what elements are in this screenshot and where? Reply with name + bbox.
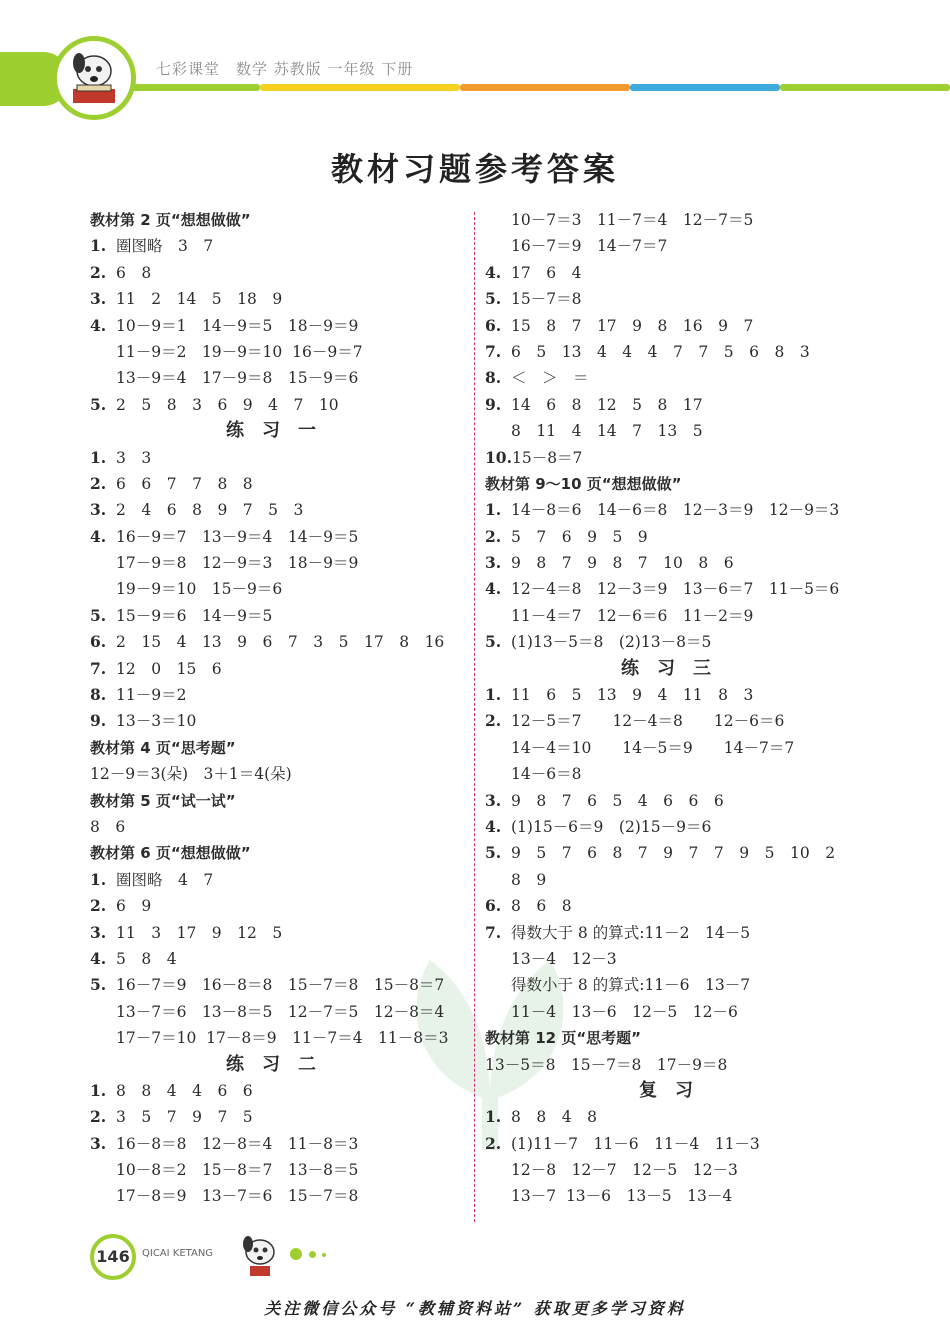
footer-dot-medium (309, 1251, 316, 1258)
question-number: 5. (90, 605, 107, 625)
answer-line (485, 629, 865, 655)
exercise-title: 练习二 (226, 1053, 334, 1075)
section-heading: 教材第 5 页“试一试” (90, 791, 236, 810)
answer-line (90, 260, 470, 286)
answer-text: 9 8 7 6 5 4 6 6 6 (511, 791, 724, 810)
answers-left-column (90, 207, 470, 1210)
answer-text: 9 8 7 9 8 7 10 8 6 (511, 554, 734, 573)
answer-text: 3 5 7 9 7 5 (116, 1108, 253, 1127)
question-number: 3. (90, 922, 107, 942)
answer-text: 16－9＝7 13－9＝4 14－9＝5 (116, 527, 359, 546)
question-number: 4. (90, 315, 107, 335)
question-number: 5. (485, 289, 502, 309)
answer-text: 12－4＝8 12－3＝9 13－6＝7 11－5＝6 (511, 580, 840, 599)
answer-continuation: 16－7＝9 14－7＝7 (511, 237, 668, 256)
answer-text: (1)15－6＝9 (2)15－9＝6 (511, 817, 712, 836)
answer-line (485, 550, 865, 576)
question-number: 2. (485, 526, 502, 546)
answer-text: 15 8 7 17 9 8 16 9 7 (511, 316, 754, 335)
answers-right-column (485, 207, 865, 1210)
answer-line (485, 682, 865, 708)
page-header (0, 0, 950, 125)
answer-continuation: 17－8＝9 13－7＝6 15－7＝8 (116, 1187, 359, 1206)
answer-line (485, 893, 865, 919)
question-number: 4. (485, 579, 502, 599)
question-number: 3. (485, 790, 502, 810)
question-number: 1. (90, 447, 107, 467)
answer-text: 得数大于 8 的算式:11－2 14－5 (511, 923, 751, 942)
question-number: 4. (90, 948, 107, 968)
answer-continuation: 13－7 13－6 13－5 13－4 (511, 1187, 733, 1206)
answer-text: 11－9＝2 (116, 686, 187, 705)
answer-line (485, 260, 865, 286)
answer-continuation: 13－4 12－3 (511, 949, 617, 968)
question-number: 8. (90, 685, 107, 705)
exercise-title: 练习一 (226, 420, 334, 442)
answer-text: 2 5 8 3 6 9 4 7 10 (116, 395, 339, 414)
answer-text: 17 6 4 (511, 263, 582, 282)
answer-continuation: 10－7＝3 11－7＝4 12－7＝5 (511, 211, 754, 229)
question-number: 3. (485, 553, 502, 573)
answer-line (90, 603, 470, 629)
answer-continuation: 11－4＝7 12－6＝6 11－2＝9 (511, 606, 754, 625)
answer-text: 15－9＝6 14－9＝5 (116, 606, 273, 625)
answer-line (485, 576, 865, 602)
question-number: 2. (90, 1107, 107, 1127)
answer-text: 5 7 6 9 5 9 (511, 527, 648, 546)
answer-continuation: 10－8＝2 15－8＝7 13－8＝5 (116, 1161, 359, 1180)
answer-text: 圈图略 3 7 (116, 237, 214, 256)
answer-line (90, 867, 470, 893)
question-number: 1. (90, 236, 107, 256)
question-number: 4. (485, 816, 502, 836)
header-title: 七彩课堂 数学 苏教版 一年级 下册 (156, 60, 414, 78)
answer-text: 14 6 8 12 5 8 17 (511, 395, 703, 414)
answer-continuation: 13－7＝6 13－8＝5 12－7＝5 12－8＝4 (116, 1002, 445, 1021)
question-number: 2. (90, 262, 107, 282)
question-number: 3. (90, 500, 107, 520)
answer-plain: 12－9＝3(朵) 3＋1＝4(朵) (90, 765, 292, 784)
answer-line (90, 946, 470, 972)
answer-line (90, 286, 470, 312)
answer-text: 6 6 7 7 8 8 (116, 474, 253, 493)
answer-text: 6 8 (116, 263, 152, 282)
answer-line (90, 1131, 470, 1157)
answer-line (485, 840, 865, 866)
answer-text: 12 0 15 6 (116, 659, 222, 678)
exercise-title: 复习 (639, 1079, 711, 1101)
answer-continuation: 14－6＝8 (511, 765, 582, 784)
answer-text: 6 9 (116, 897, 152, 916)
answer-line (90, 656, 470, 682)
answer-text: 2 4 6 8 9 7 5 3 (116, 501, 304, 520)
question-number: 7. (90, 658, 107, 678)
page-number: 146 (90, 1234, 136, 1280)
question-number: 4. (90, 526, 107, 546)
question-number: 4. (485, 262, 502, 282)
answer-line (90, 972, 470, 998)
answer-line (485, 814, 865, 840)
answer-line (485, 524, 865, 550)
section-heading: 教材第 4 页“思考题” (90, 738, 236, 757)
answer-text: 15－7＝8 (511, 290, 582, 309)
question-number: 10. (485, 447, 512, 467)
header-bar-yellow (260, 84, 460, 91)
answer-text: 11 3 17 9 12 5 (116, 923, 283, 942)
answer-text: 3 3 (116, 448, 152, 467)
question-number: 3. (90, 289, 107, 309)
answer-line (90, 524, 470, 550)
question-number: 7. (485, 341, 502, 361)
answer-line (485, 365, 865, 391)
answer-text: 11 6 5 13 9 4 11 8 3 (511, 686, 754, 705)
answer-continuation: 12－8 12－7 12－5 12－3 (511, 1161, 738, 1180)
footer-brand: QICAI KETANG (142, 1248, 214, 1259)
answer-text: 16－8＝8 12－8＝4 11－8＝3 (116, 1134, 359, 1153)
answer-continuation: 19－9＝10 15－9＝6 (116, 580, 283, 599)
question-number: 5. (485, 843, 502, 863)
answer-line (90, 893, 470, 919)
answer-text: 10－9＝1 14－9＝5 18－9＝9 (116, 316, 359, 335)
header-bar-blue (630, 84, 780, 91)
answer-line (90, 920, 470, 946)
answer-text: 6 5 13 4 4 4 7 7 5 6 8 3 (511, 342, 810, 361)
question-number: 2. (90, 896, 107, 916)
answer-text: 2 15 4 13 9 6 7 3 5 17 8 16 (116, 633, 445, 652)
page-title: 教材习题参考答案 (330, 150, 619, 188)
answer-line (90, 1078, 470, 1104)
question-number: 9. (485, 394, 502, 414)
answer-line (90, 392, 470, 418)
answer-text: 8 6 8 (511, 897, 572, 916)
answer-plain: 8 6 (90, 817, 126, 836)
answer-text: 圈图略 4 7 (116, 870, 214, 889)
question-number: 1. (485, 1107, 502, 1127)
answer-continuation: 17－7＝10 17－8＝9 11－7＝4 11－8＝3 (116, 1029, 449, 1048)
answer-text: (1)13－5＝8 (2)13－8＝5 (511, 633, 712, 652)
mascot-dog-small-icon (234, 1228, 286, 1280)
answer-continuation: 8 9 (511, 870, 547, 889)
answer-continuation: 11－4 13－6 12－5 12－6 (511, 1002, 738, 1021)
answer-text: 9 5 7 6 8 7 9 7 7 9 5 10 2 (511, 844, 836, 863)
question-number: 9. (90, 711, 107, 731)
answer-text: 8 8 4 8 (511, 1108, 597, 1127)
answer-continuation: 13－9＝4 17－9＝8 15－9＝6 (116, 369, 359, 388)
header-bar-orange (460, 84, 630, 91)
answer-line (90, 708, 470, 734)
question-number: 1. (90, 869, 107, 889)
answer-line (485, 1131, 865, 1157)
question-number: 7. (485, 922, 502, 942)
section-heading: 教材第 12 页“思考题” (485, 1029, 642, 1048)
answer-continuation: 17－9＝8 12－9＝3 18－9＝9 (116, 554, 359, 573)
answer-continuation: 得数小于 8 的算式:11－6 13－7 (511, 976, 751, 995)
answer-line (485, 920, 865, 946)
answer-line (485, 445, 865, 471)
answer-continuation: 8 11 4 14 7 13 5 (511, 422, 703, 441)
question-number: 8. (485, 368, 502, 388)
footer-dot-small (322, 1253, 326, 1257)
section-heading: 教材第 2 页“想想做做” (90, 211, 251, 229)
answer-line (90, 313, 470, 339)
exercise-title: 练习三 (621, 657, 729, 679)
answer-text: 8 8 4 4 6 6 (116, 1081, 253, 1100)
footer-note: 关注微信公众号 “教辅资料站” 获取更多学习资料 (264, 1299, 686, 1318)
mascot-dog-reading-icon (52, 36, 136, 120)
answer-line (485, 497, 865, 523)
question-number: 1. (485, 685, 502, 705)
answer-line (485, 708, 865, 734)
question-number: 6. (90, 632, 107, 652)
question-number: 5. (90, 394, 107, 414)
section-heading: 教材第 6 页“想想做做” (90, 844, 251, 863)
question-number: 2. (485, 1133, 502, 1153)
answer-line (485, 313, 865, 339)
question-number: 1. (485, 500, 502, 520)
answer-line (90, 445, 470, 471)
answer-line (485, 392, 865, 418)
answer-line (90, 1104, 470, 1130)
answer-text: 13－3＝10 (116, 712, 197, 731)
answer-line (485, 286, 865, 312)
answer-line (90, 471, 470, 497)
question-number: 6. (485, 315, 502, 335)
question-number: 3. (90, 1133, 107, 1153)
answer-line (485, 788, 865, 814)
answer-line (90, 233, 470, 259)
question-number: 6. (485, 896, 502, 916)
column-divider (474, 212, 475, 1222)
footer-dot-large (290, 1248, 302, 1260)
section-heading: 教材第 9～10 页“想想做做” (485, 474, 682, 493)
question-number: 2. (485, 711, 502, 731)
answer-text: 5 8 4 (116, 949, 177, 968)
answer-line (485, 1104, 865, 1130)
answer-text: (1)11－7 11－6 11－4 11－3 (511, 1134, 760, 1153)
question-number: 1. (90, 1080, 107, 1100)
answer-text: 16－7＝9 16－8＝8 15－7＝8 15－8＝7 (116, 976, 445, 995)
header-bar-green (120, 84, 260, 91)
header-bar-green2 (780, 84, 950, 91)
answer-text: ＜ ＞ ＝ (511, 369, 589, 388)
answer-text: 12－5＝7 12－4＝8 12－6＝6 (511, 712, 785, 731)
question-number: 2. (90, 473, 107, 493)
answer-plain: 13－5＝8 15－7＝8 17－9＝8 (485, 1055, 728, 1074)
answer-line (90, 497, 470, 523)
answer-text: 15－8＝7 (511, 448, 583, 467)
answer-text: 14－8＝6 14－6＝8 12－3＝9 12－9＝3 (511, 501, 840, 520)
answer-line (485, 339, 865, 365)
answer-text: 11 2 14 5 18 9 (116, 290, 283, 309)
answer-continuation: 14－4＝10 14－5＝9 14－7＝7 (511, 738, 795, 757)
answer-line (90, 629, 470, 655)
question-number: 5. (90, 975, 107, 995)
answer-continuation: 11－9＝2 19－9＝10 16－9＝7 (116, 342, 363, 361)
answer-line (90, 682, 470, 708)
question-number: 5. (485, 632, 502, 652)
